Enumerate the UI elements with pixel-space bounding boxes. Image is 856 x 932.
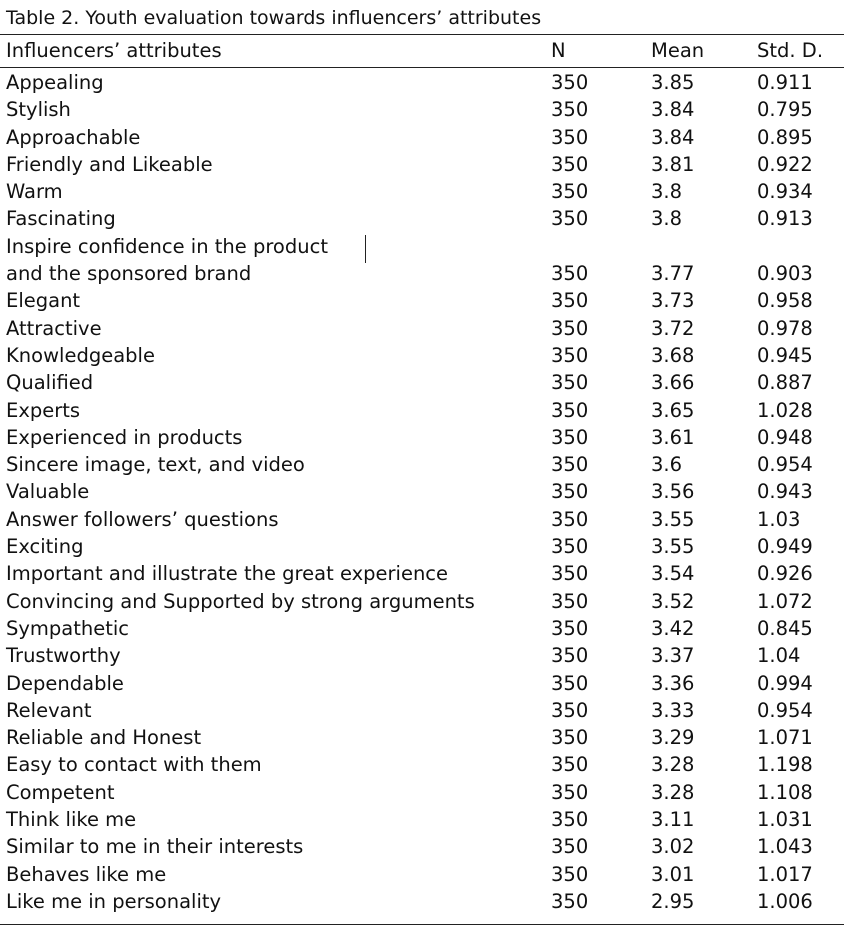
n-cell: 350 (551, 808, 589, 832)
attribute-cell: Sympathetic (6, 616, 130, 640)
table-row (0, 588, 844, 615)
mean-cell: 3.55 (651, 535, 695, 559)
std-dev-cell: 0.934 (757, 180, 813, 204)
std-dev-cell: 1.043 (757, 835, 813, 859)
table-body (0, 69, 844, 915)
n-cell: 350 (551, 316, 589, 340)
mean-cell: 3.28 (651, 753, 695, 777)
table-row (0, 233, 844, 288)
table-row (0, 724, 844, 751)
attribute-cell: Important and illustrate the great experience (6, 562, 449, 586)
n-cell: 350 (551, 152, 589, 176)
std-dev-cell: 0.945 (757, 343, 813, 367)
mean-cell: 3.42 (651, 616, 695, 640)
n-cell: 350 (551, 98, 589, 122)
mean-cell: 3.84 (651, 125, 695, 149)
n-cell: 350 (551, 889, 589, 913)
attribute-cell: Appealing (6, 71, 104, 94)
n-cell: 350 (551, 398, 589, 422)
std-dev-cell: 0.943 (757, 480, 813, 504)
std-dev-cell: 0.911 (757, 71, 813, 94)
table-row (0, 124, 844, 151)
table-row (0, 779, 844, 806)
n-cell: 350 (551, 480, 589, 504)
table-row (0, 369, 844, 396)
mean-cell: 3.68 (651, 343, 695, 367)
mean-cell: 3.6 (651, 453, 683, 477)
n-cell: 350 (551, 535, 589, 559)
std-dev-cell: 0.949 (757, 535, 813, 559)
mean-cell: 3.01 (651, 862, 695, 886)
std-dev-cell: 1.028 (757, 398, 813, 422)
mean-cell: 3.85 (651, 71, 695, 94)
attribute-cell: Sincere image, text, and video (6, 453, 305, 477)
std-dev-cell: 0.978 (757, 316, 813, 340)
mean-cell: 3.28 (651, 780, 695, 804)
attribute-cell: Answer followers’ questions (6, 507, 279, 531)
attribute-cell: Relevant (6, 698, 92, 722)
n-cell: 350 (551, 289, 589, 313)
table-row (0, 833, 844, 860)
attribute-cell: Stylish (6, 98, 71, 122)
std-dev-cell: 1.006 (757, 889, 813, 913)
std-dev-cell: 0.887 (757, 371, 813, 395)
std-dev-cell: 0.994 (757, 671, 813, 695)
table-row (0, 861, 844, 888)
attribute-cell: Think like me (6, 808, 137, 832)
attribute-cell: Easy to contact with them (6, 753, 262, 777)
header-n: N (551, 39, 566, 62)
std-dev-cell: 0.926 (757, 562, 813, 586)
n-cell: 350 (551, 753, 589, 777)
n-cell: 350 (551, 207, 589, 231)
std-dev-cell: 0.922 (757, 152, 813, 176)
mean-cell: 3.84 (651, 98, 695, 122)
table-row (0, 697, 844, 724)
attribute-cell: Fascinating (6, 207, 116, 231)
table-row (0, 670, 844, 697)
attribute-cell: Reliable and Honest (6, 726, 202, 750)
attribute-cell: Attractive (6, 316, 102, 340)
n-cell: 350 (551, 780, 589, 804)
text-cursor-mark (365, 235, 366, 263)
attribute-cell: Experts (6, 398, 81, 422)
std-dev-cell: 0.958 (757, 289, 813, 313)
mean-cell: 3.33 (651, 698, 695, 722)
std-dev-cell: 0.948 (757, 425, 813, 449)
table-row (0, 342, 844, 369)
std-dev-cell: 1.071 (757, 726, 813, 750)
attribute-cell: Warm (6, 180, 63, 204)
std-dev-cell: 0.954 (757, 698, 813, 722)
table-row (0, 424, 844, 451)
mean-cell: 3.72 (651, 316, 695, 340)
table-row (0, 888, 844, 915)
attribute-cell: Trustworthy (6, 644, 121, 668)
table-row (0, 69, 844, 96)
table-row (0, 751, 844, 778)
std-dev-cell: 0.954 (757, 453, 813, 477)
attribute-cell: Experienced in products (6, 425, 243, 449)
attribute-cell: Friendly and Likeable (6, 152, 213, 176)
table-row (0, 615, 844, 642)
n-cell: 350 (551, 698, 589, 722)
mean-cell: 3.8 (651, 207, 683, 231)
table-row (0, 642, 844, 669)
n-cell: 350 (551, 343, 589, 367)
n-cell: 350 (551, 262, 589, 286)
attribute-cell: Qualified (6, 371, 94, 395)
std-dev-cell: 0.795 (757, 98, 813, 122)
attribute-cell: Knowledgeable (6, 343, 155, 367)
std-dev-cell: 1.03 (757, 507, 801, 531)
n-cell: 350 (551, 453, 589, 477)
table-row (0, 478, 844, 505)
table-row (0, 96, 844, 123)
mean-cell: 3.52 (651, 589, 695, 613)
std-dev-cell: 0.895 (757, 125, 813, 149)
std-dev-cell: 1.108 (757, 780, 813, 804)
n-cell: 350 (551, 835, 589, 859)
std-dev-cell: 0.913 (757, 207, 813, 231)
attribute-cell: Similar to me in their interests (6, 835, 304, 859)
mean-cell: 3.37 (651, 644, 695, 668)
mean-cell: 3.66 (651, 371, 695, 395)
n-cell: 350 (551, 726, 589, 750)
attribute-cell: Behaves like me (6, 862, 167, 886)
mean-cell: 3.11 (651, 808, 695, 832)
n-cell: 350 (551, 125, 589, 149)
mean-cell: 3.36 (651, 671, 695, 695)
n-cell: 350 (551, 180, 589, 204)
std-dev-cell: 1.017 (757, 862, 813, 886)
mean-cell: 3.02 (651, 835, 695, 859)
std-dev-cell: 1.04 (757, 644, 801, 668)
n-cell: 350 (551, 644, 589, 668)
attribute-cell: Exciting (6, 535, 84, 559)
table-header (0, 35, 844, 67)
n-cell: 350 (551, 862, 589, 886)
n-cell: 350 (551, 425, 589, 449)
table-row (0, 451, 844, 478)
table-row (0, 205, 844, 232)
attribute-cell: Competent (6, 780, 115, 804)
table-row (0, 806, 844, 833)
mean-cell: 3.65 (651, 398, 695, 422)
attribute-cell: Elegant (6, 289, 81, 313)
mean-cell: 3.81 (651, 152, 695, 176)
n-cell: 350 (551, 616, 589, 640)
attribute-cell: Like me in personality (6, 889, 222, 913)
std-dev-cell: 1.072 (757, 589, 813, 613)
table-row (0, 315, 844, 342)
mean-cell: 3.77 (651, 262, 695, 286)
table-row (0, 178, 844, 205)
attribute-cell: Approachable (6, 125, 141, 149)
std-dev-cell: 1.198 (757, 753, 813, 777)
std-dev-cell: 0.845 (757, 616, 813, 640)
mean-cell: 2.95 (651, 889, 695, 913)
n-cell: 350 (551, 562, 589, 586)
table-row (0, 397, 844, 424)
header-std-dev: Std. D. (757, 39, 824, 62)
n-cell: 350 (551, 507, 589, 531)
table-bottom-rule (0, 924, 844, 925)
n-cell: 350 (551, 589, 589, 613)
n-cell: 350 (551, 71, 589, 94)
std-dev-cell: 1.031 (757, 808, 813, 832)
mean-cell: 3.61 (651, 425, 695, 449)
attribute-cell: Valuable (6, 480, 90, 504)
table-row (0, 533, 844, 560)
table-caption: Table 2. Youth evaluation towards influencers’ attributes (6, 7, 542, 29)
mean-cell: 3.56 (651, 480, 695, 504)
header-mean: Mean (651, 39, 705, 62)
mean-cell: 3.55 (651, 507, 695, 531)
attribute-cell: Inspire confidence in the product and the sponsored brand (6, 234, 328, 285)
mean-cell: 3.54 (651, 562, 695, 586)
table-row (0, 287, 844, 314)
mean-cell: 3.73 (651, 289, 695, 313)
mean-cell: 3.8 (651, 180, 683, 204)
table-row (0, 560, 844, 587)
attribute-cell: Dependable (6, 671, 124, 695)
table-row (0, 506, 844, 533)
n-cell: 350 (551, 371, 589, 395)
attribute-cell: Convincing and Supported by strong arguments (6, 589, 475, 613)
mean-cell: 3.29 (651, 726, 695, 750)
table-row (0, 151, 844, 178)
header-attribute: Influencers’ attributes (6, 39, 222, 62)
table-header-rule (0, 67, 844, 68)
n-cell: 350 (551, 671, 589, 695)
std-dev-cell: 0.903 (757, 262, 813, 286)
